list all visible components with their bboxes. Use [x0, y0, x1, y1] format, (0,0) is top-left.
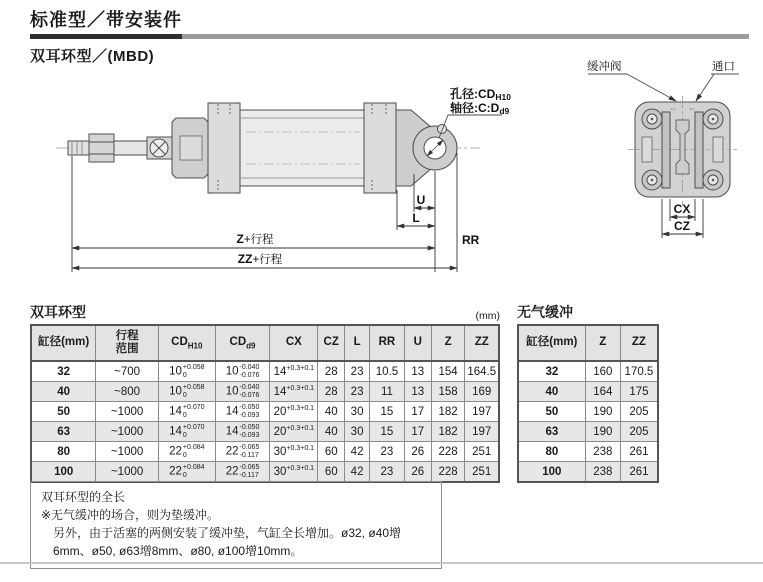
table-cell: 80: [518, 442, 585, 462]
note-box: [30, 481, 442, 569]
table-row: [31, 422, 499, 442]
table-cell: 182: [431, 422, 465, 442]
table-cell: 32: [31, 361, 96, 382]
cushion-table-block: [517, 302, 659, 483]
table-cell: $30^{+0.3+0.1}$: [270, 442, 318, 462]
note-line: ※无气缓冲的场合，则为垫缓冲。: [41, 508, 220, 522]
table-cell: $14^{+0.3+0.1}$: [270, 361, 318, 382]
piston-rod: [114, 141, 147, 155]
table-cell: 205: [620, 422, 658, 442]
column-header: CZ: [318, 325, 345, 361]
column-header: Z: [431, 325, 465, 361]
dim-u-label: U: [416, 193, 426, 207]
table-cell: 60: [318, 442, 345, 462]
table-cell: ~1000: [96, 442, 159, 462]
note-line: 双耳环型的全长: [41, 490, 126, 504]
title-underline-dark: [30, 34, 182, 39]
table-cell: ~1000: [96, 402, 159, 422]
rod-thread: [68, 141, 89, 155]
table-row: [518, 442, 658, 462]
title-underline: [30, 34, 749, 39]
rear-cover: [364, 103, 396, 193]
table-row: [31, 382, 499, 402]
table-row: [518, 402, 658, 422]
table-cell: 14 +0.070 0: [158, 422, 215, 442]
table-row: [31, 462, 499, 483]
table-cell: 22 -0.065 -0.117: [215, 462, 270, 483]
table-cell: 17: [404, 422, 431, 442]
table-cell: 42: [345, 442, 370, 462]
table-cell: 23: [370, 462, 405, 483]
table-cell: 13: [404, 382, 431, 402]
note-line: 6mm、ø50, ø63增8mm、ø80, ø100增10mm。: [41, 544, 303, 558]
column-header: CX: [270, 325, 318, 361]
table-cell: 164.5: [465, 361, 499, 382]
table-cell: 13: [404, 361, 431, 382]
column-header: 缸径(mm): [518, 325, 585, 361]
cushion-table-header: [518, 325, 658, 361]
table-cell: 228: [431, 442, 465, 462]
table-row: [31, 402, 499, 422]
table-cell: ~1000: [96, 462, 159, 483]
table-cell: 17: [404, 402, 431, 422]
table-cell: 197: [465, 422, 499, 442]
table-cell: ~800: [96, 382, 159, 402]
page-title: 标准型／带安装件: [30, 10, 182, 30]
table-cell: 261: [620, 442, 658, 462]
table-cell: 15: [370, 402, 405, 422]
table-cell: 175: [620, 382, 658, 402]
table-cell: 40: [31, 382, 96, 402]
dim-cx-label: CX: [673, 202, 691, 216]
table-cell: 182: [431, 402, 465, 422]
column-header: ZZ: [465, 325, 499, 361]
table-cell: 14 -0.050 -0.093: [215, 422, 270, 442]
rod-nut: [89, 134, 114, 162]
column-header: Z: [585, 325, 620, 361]
column-header: RR: [370, 325, 405, 361]
table-cell: 160: [585, 361, 620, 382]
table-cell: $14^{+0.3+0.1}$: [270, 382, 318, 402]
table-cell: 154: [431, 361, 465, 382]
footer-divider: [0, 562, 763, 564]
main-table-unit: (mm): [475, 310, 500, 322]
column-header: 行程 范围: [96, 325, 159, 361]
table-row: [518, 382, 658, 402]
table-cell: 22 +0.084 0: [158, 442, 215, 462]
main-table: [30, 324, 500, 483]
table-cell: 251: [465, 442, 499, 462]
cushion-table-body: [518, 361, 658, 482]
table-cell: 14 +0.070 0: [158, 402, 215, 422]
table-row: [518, 462, 658, 483]
column-header: $CD_{d9}$: [215, 325, 270, 361]
front-cover: [208, 103, 240, 193]
port-label: 通口: [712, 61, 735, 73]
dim-zz-label: ZZ+行程: [237, 252, 283, 266]
table-cell: 26: [404, 462, 431, 483]
cushion-valve-label: 缓冲阀: [587, 61, 622, 73]
hole-diameter-label: 孔径:CDH10: [450, 87, 511, 102]
table-row: [31, 361, 499, 382]
table-cell: 50: [518, 402, 585, 422]
table-cell: 10 +0.058 0: [158, 382, 215, 402]
table-cell: $20^{+0.3+0.1}$: [270, 402, 318, 422]
table-cell: 100: [518, 462, 585, 483]
table-cell: 80: [31, 442, 96, 462]
dim-l-label: L: [412, 211, 420, 225]
table-cell: $30^{+0.3+0.1}$: [270, 462, 318, 483]
table-cell: 261: [620, 462, 658, 483]
table-cell: 63: [31, 422, 96, 442]
table-cell: 158: [431, 382, 465, 402]
table-cell: $20^{+0.3+0.1}$: [270, 422, 318, 442]
table-cell: 30: [345, 402, 370, 422]
table-cell: 238: [585, 462, 620, 483]
column-header: $CD_{H10}$: [158, 325, 215, 361]
table-cell: 50: [31, 402, 96, 422]
table-cell: 170.5: [620, 361, 658, 382]
table-cell: 30: [345, 422, 370, 442]
table-cell: 205: [620, 402, 658, 422]
table-cell: 40: [318, 402, 345, 422]
column-header: 缸径(mm): [31, 325, 96, 361]
clevis-fork-left: [662, 112, 670, 188]
shaft-diameter-label: 轴径:C:Dd9: [450, 101, 510, 116]
clevis-fork-right: [695, 112, 703, 188]
main-table-title: 双耳环型: [30, 304, 86, 320]
table-cell: 190: [585, 402, 620, 422]
table-cell: 15: [370, 422, 405, 442]
dim-cz-label: CZ: [674, 219, 690, 233]
table-cell: 23: [345, 382, 370, 402]
table-cell: ~1000: [96, 422, 159, 442]
clevis-end-view: [588, 74, 739, 238]
table-cell: 100: [31, 462, 96, 483]
dim-rr-label: RR: [462, 233, 480, 247]
cushion-table-title: 无气缓冲: [517, 304, 573, 320]
table-cell: 197: [465, 402, 499, 422]
table-cell: 40: [318, 422, 345, 442]
table-cell: 169: [465, 382, 499, 402]
table-cell: 63: [518, 422, 585, 442]
table-cell: 22 -0.065 -0.117: [215, 442, 270, 462]
table-cell: ~700: [96, 361, 159, 382]
cushion-table: [517, 324, 659, 483]
table-cell: 28: [318, 361, 345, 382]
table-cell: 26: [404, 442, 431, 462]
table-cell: 60: [318, 462, 345, 483]
main-table-body: [31, 361, 499, 482]
table-cell: 42: [345, 462, 370, 483]
table-cell: 190: [585, 422, 620, 442]
table-cell: 11: [370, 382, 405, 402]
table-cell: 10 -0.040 -0.076: [215, 361, 270, 382]
main-table-block: [30, 302, 500, 483]
table-row: [31, 442, 499, 462]
table-cell: 10 -0.040 -0.076: [215, 382, 270, 402]
table-cell: 228: [431, 462, 465, 483]
table-cell: 164: [585, 382, 620, 402]
table-cell: 40: [518, 382, 585, 402]
note-line: 另外，由于活塞的两侧安装了缓冲垫，气缸全长增加。ø32, ø40增: [41, 526, 402, 540]
main-table-header: [31, 325, 499, 361]
title-underline-gray: [182, 34, 749, 39]
dim-z-label: Z+行程: [236, 232, 274, 246]
table-cell: 32: [518, 361, 585, 382]
cylinder-tube: [240, 110, 364, 186]
column-header: U: [404, 325, 431, 361]
table-cell: 28: [318, 382, 345, 402]
table-cell: 22 +0.084 0: [158, 462, 215, 483]
table-cell: 14 -0.050 -0.093: [215, 402, 270, 422]
table-cell: 10.5: [370, 361, 405, 382]
table-cell: 10 +0.058 0: [158, 361, 215, 382]
column-header: L: [345, 325, 370, 361]
table-row: [518, 422, 658, 442]
table-cell: 23: [345, 361, 370, 382]
table-cell: 23: [370, 442, 405, 462]
table-cell: 238: [585, 442, 620, 462]
column-header: ZZ: [620, 325, 658, 361]
table-cell: 251: [465, 462, 499, 483]
cylinder-drawing: [30, 58, 760, 294]
table-row: [518, 361, 658, 382]
section-subtitle: 双耳环型／(MBD): [30, 48, 155, 65]
